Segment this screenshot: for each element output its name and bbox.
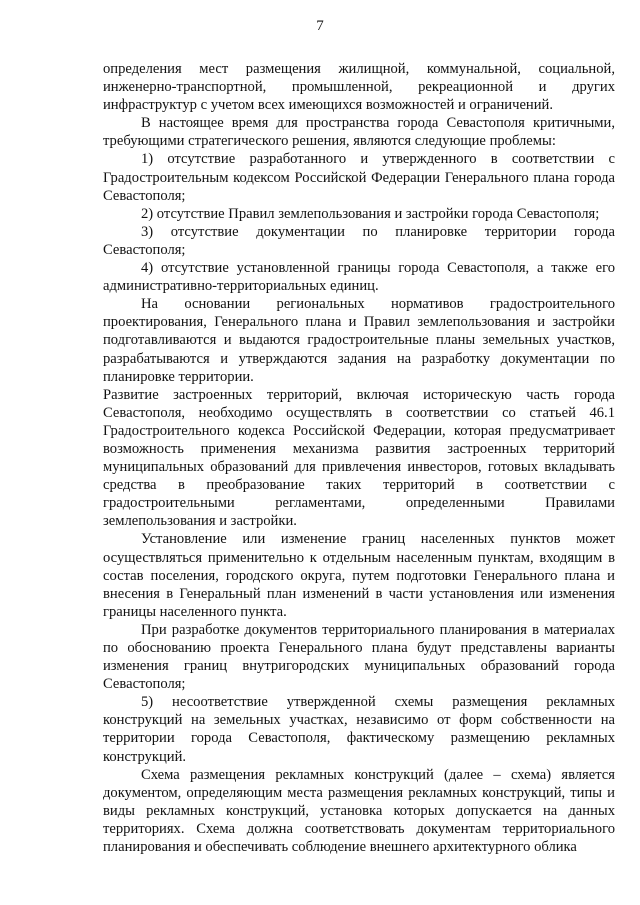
paragraph-1: определения мест размещения жилищной, коммунальной, социальной, инженерно-транспортной, промышленной, рекреационной и других инфраструктур с учетом всех имеющихся возможностей и ограничений. bbox=[103, 61, 615, 114]
paragraph-10: При разработке документов территориального планирования в материалах по обоснованию проекта Генерального плана будут представлены варианты изменения границ внутригородских муниципальных образований города Севастополя; bbox=[103, 621, 615, 693]
paragraph-11: 5) несоответствие утвержденной схемы размещения рекламных конструкций на земельных участках, независимо от форм собственности на территории города Севастополя, фактическому размещению рекламных конструкций. bbox=[103, 694, 615, 765]
paragraph-3: 1) отсутствие разработанного и утвержденного в соответствии с Градостроительным кодексом Российской Федерации Генерального плана города Севастополя; bbox=[103, 151, 615, 204]
paragraph-7: На основании региональных нормативов градостроительного проектирования, Генерального плана и Правил землепользования и застройки подготавливаются и выдаются градостроительные планы земельных участков, разрабатываются и утверждаются задания на разработку документации по планировке территории. bbox=[103, 296, 615, 385]
paragraph-6: 4) отсутствие установленной границы города Севастополя, а также его административно-территориальных единиц. bbox=[103, 260, 615, 295]
paragraph-12: Схема размещения рекламных конструкций (далее – схема) является документом, определяющим места размещения рекламных конструкций, типы и виды рекламных конструкций, установка которых допускается на данных территориях. Схема должна соответствовать документам территориального планирования и обеспечивать соблюдение внешнего архитектурного облика bbox=[103, 766, 615, 856]
paragraph-9: Установление или изменение границ населенных пунктов может осуществляться применительно к отдельным населенным пунктам, входящим в состав поселения, городского округа, путем подготовки Генерального плана и внесения в Генеральный план изменений в части установления или изменения границы населенного пункта. bbox=[103, 531, 615, 620]
paragraph-8: Развитие застроенных территорий, включая историческую часть города Севастополя, необходимо осуществлять в соответствии со статьей 46.1 Градостроительного кодекса Российской Федерации, которая предусматривает возможность применения механизма развития застроенных территорий муниципальных образований для привлечения инвесторов, готовых вкладывать средства в преобразование таких территорий в соответствии с градостроительными регламентами, определенными Правилами землепользования и застройки. bbox=[103, 386, 615, 530]
paragraph-2: В настоящее время для пространства города Севастополя критичными, требующими стратегического решения, являются следующие проблемы: bbox=[103, 115, 615, 150]
document-body bbox=[103, 60, 615, 856]
page-number: 7 bbox=[316, 18, 324, 34]
paragraph-4: 2) отсутствие Правил землепользования и застройки города Севастополя; bbox=[141, 205, 600, 222]
paragraph-5: 3) отсутствие документации по планировке территории города Севастополя; bbox=[103, 223, 615, 258]
